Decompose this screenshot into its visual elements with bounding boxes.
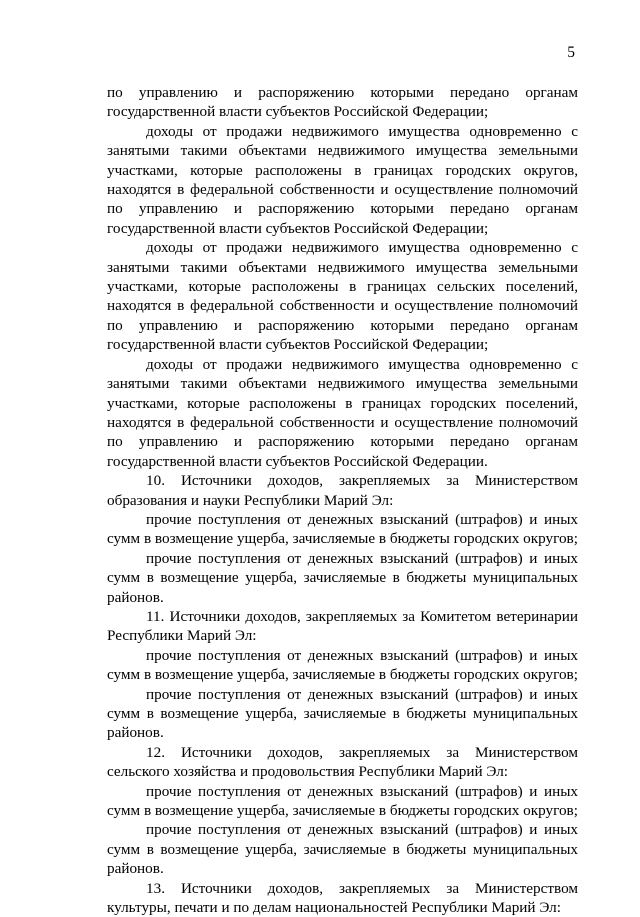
paragraph: прочие поступления от денежных взысканий (штрафов) и иных сумм в возмещение ущерба, зачисляемые в бюджеты муниципальных районов. — [107, 821, 578, 878]
page-number: 5 — [567, 44, 575, 61]
section-heading: 13. Источники доходов, закрепляемых за Министерством культуры, печати и по делам национальностей Республики Марий Эл: — [107, 879, 578, 917]
section-heading: 10. Источники доходов, закрепляемых за Министерством образования и науки Республики Марий Эл: — [107, 472, 578, 509]
paragraph: прочие поступления от денежных взысканий (штрафов) и иных сумм в возмещение ущерба, зачисляемые в бюджеты городских округов; — [107, 510, 578, 548]
paragraph: прочие поступления от денежных взысканий (штрафов) и иных сумм в возмещение ущерба, зачисляемые в бюджеты муниципальных районов. — [107, 685, 578, 742]
paragraph: доходы от продажи недвижимого имущества одновременно с занятыми такими объектами недвижимого имущества земельными участками, которые расположены в границах сельских поселений, находятся в федеральной собственности и осуществление полномочий по управлению и распоряжению которыми передано органам государственной власти субъектов Российской Федерации; — [107, 239, 578, 354]
paragraph: доходы от продажи недвижимого имущества одновременно с занятыми такими объектами недвижимого имущества земельными участками, которые расположены в границах городских округов, находятся в федеральной собственности и осуществление полномочий по управлению и распоряжению которыми передано органам государственной власти субъектов Российской Федерации; — [107, 122, 578, 237]
section-heading: 12. Источники доходов, закрепляемых за Министерством сельского хозяйства и продовольствия Республики Марий Эл: — [107, 743, 578, 781]
document-body — [107, 83, 578, 917]
paragraph: по управлению и распоряжению которыми передано органам государственной власти субъектов Российской Федерации; — [107, 84, 578, 121]
section-heading: 11. Источники доходов, закрепляемых за Комитетом ветеринарии Республики Марий Эл: — [107, 607, 578, 645]
paragraph: прочие поступления от денежных взысканий (штрафов) и иных сумм в возмещение ущерба, зачисляемые в бюджеты муниципальных районов. — [107, 549, 578, 606]
paragraph: прочие поступления от денежных взысканий (штрафов) и иных сумм в возмещение ущерба, зачисляемые в бюджеты городских округов; — [107, 646, 578, 684]
paragraph: прочие поступления от денежных взысканий (штрафов) и иных сумм в возмещение ущерба, зачисляемые в бюджеты городских округов; — [107, 782, 578, 820]
paragraph: доходы от продажи недвижимого имущества одновременно с занятыми такими объектами недвижимого имущества земельными участками, которые расположены в границах городских поселений, находятся в федеральной собственности и осуществление полномочий по управлению и распоряжению которыми передано органам государственной власти субъектов Российской Федерации. — [107, 355, 578, 470]
